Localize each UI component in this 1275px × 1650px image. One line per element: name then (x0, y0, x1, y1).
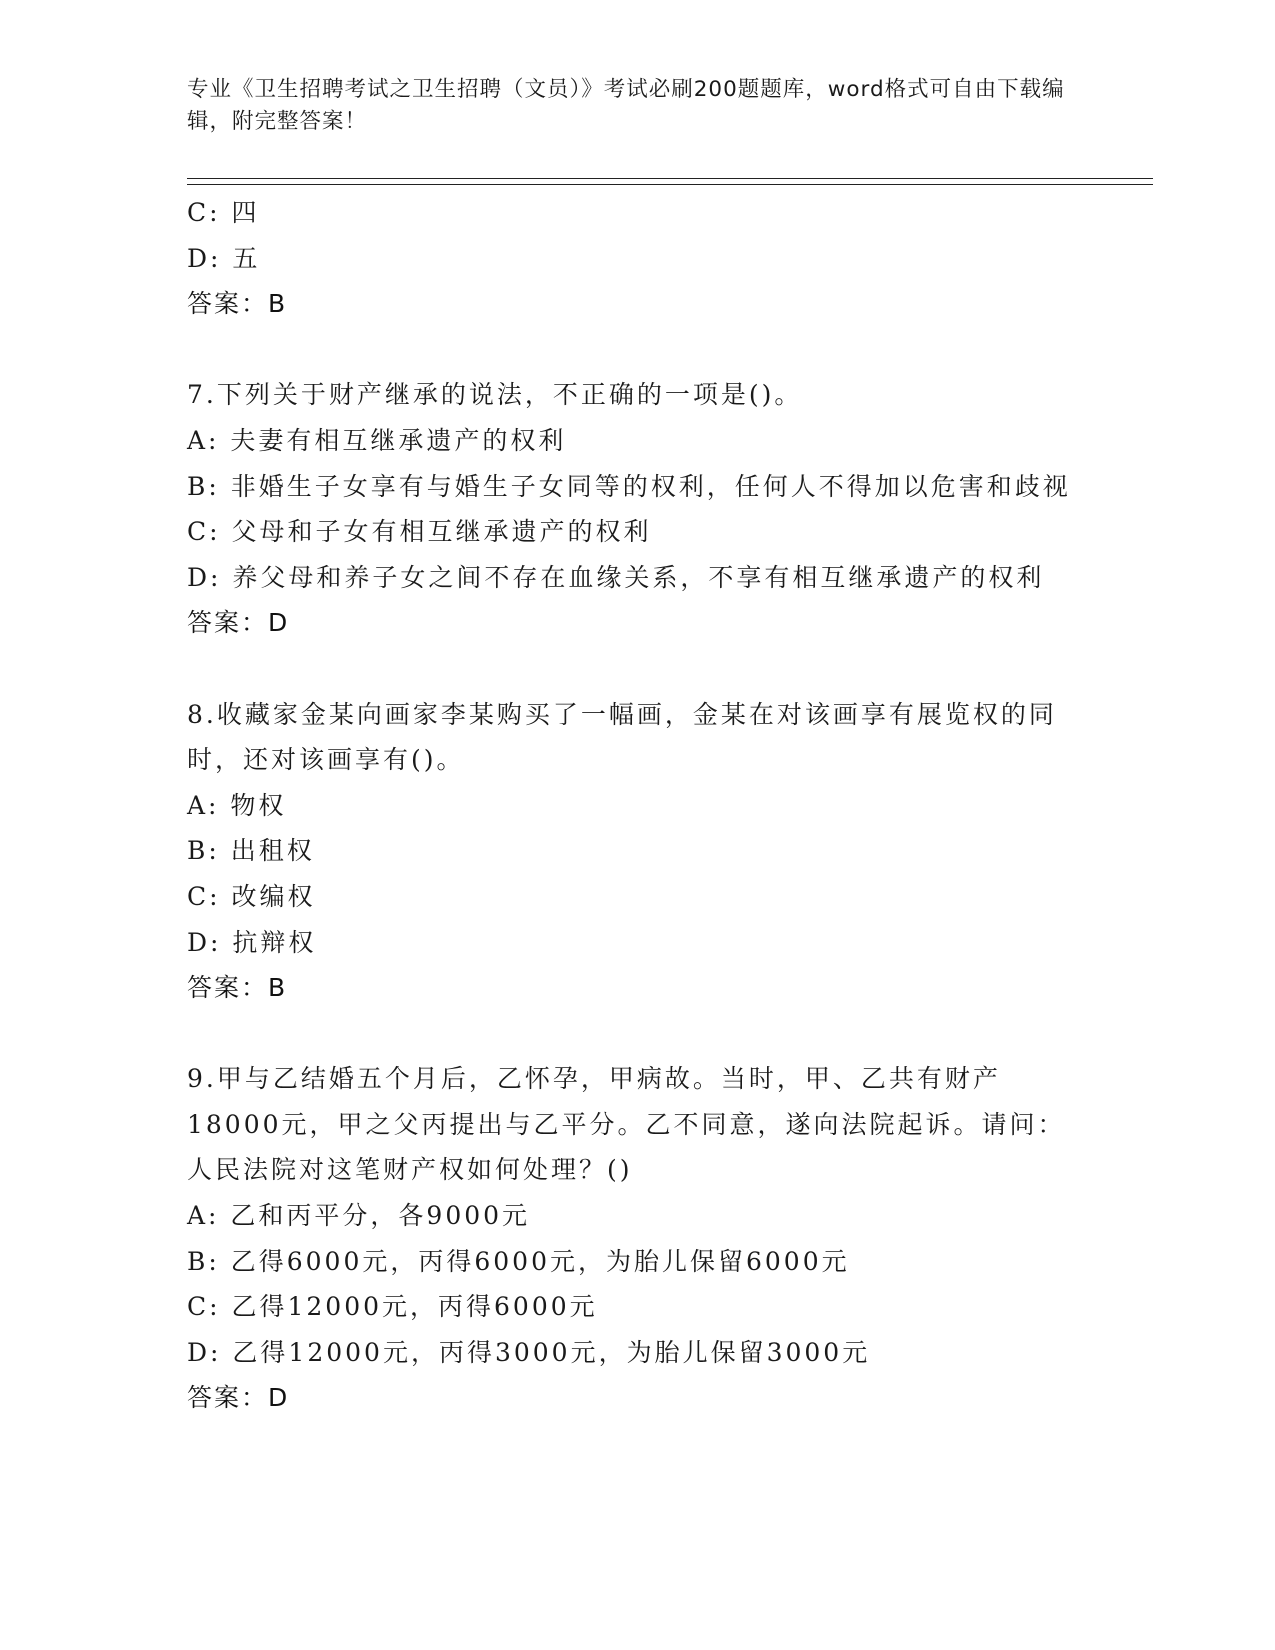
option-a: A: 夫妻有相互继承遗产的权利 (187, 425, 567, 455)
option-c: C: 父母和子女有相互继承遗产的权利 (187, 517, 652, 547)
question-9 (187, 1056, 1087, 1421)
option-d: D: 抗辩权 (187, 927, 317, 957)
question-8 (187, 692, 1087, 1011)
option-b: B: 非婚生子女享有与婚生子女同等的权利，任何人不得加以危害和歧视 (187, 471, 1071, 501)
header-rule-bottom (187, 184, 1153, 185)
document-body (187, 190, 1087, 1421)
option-b: B: 出租权 (187, 836, 315, 866)
option-c: C: 四 (187, 198, 260, 227)
option-b: B: 乙得6000元，丙得6000元，为胎儿保留6000元 (187, 1246, 850, 1276)
option-c: C: 乙得12000元，丙得6000元 (187, 1292, 598, 1322)
option-d: D: 养父母和养子女之间不存在血缘关系，不享有相互继承遗产的权利 (187, 562, 1045, 592)
answer: 答案：D (187, 1383, 290, 1413)
answer: 答案：B (187, 973, 288, 1003)
question-stem: 8.收藏家金某向画家李某购买了一幅画，金某在对该画享有展览权的同时，还对该画享有()。 (187, 699, 1057, 775)
header-rule-top (187, 178, 1153, 179)
option-a: A: 物权 (187, 790, 287, 820)
option-d: D: 五 (187, 243, 261, 273)
answer: 答案：D (187, 608, 290, 638)
answer: 答案：B (187, 289, 288, 319)
document-header: 专业《卫生招聘考试之卫生招聘（文员）》考试必刷200题题库，word格式可自由下载编辑，附完整答案！ (187, 77, 1065, 134)
option-d: D: 乙得12000元，丙得3000元，为胎儿保留3000元 (187, 1337, 871, 1367)
option-a: A: 乙和丙平分，各9000元 (187, 1201, 531, 1231)
question-7 (187, 372, 1087, 646)
question-stem: 7.下列关于财产继承的说法，不正确的一项是()。 (187, 380, 803, 410)
previous-question-tail (187, 190, 1087, 327)
question-stem: 9.甲与乙结婚五个月后，乙怀孕，甲病故。当时，甲、乙共有财产18000元，甲之父丙提出与乙平分。乙不同意，遂向法院起诉。请问：人民法院对这笔财产权如何处理？() (187, 1064, 1066, 1185)
option-c: C: 改编权 (187, 881, 316, 911)
